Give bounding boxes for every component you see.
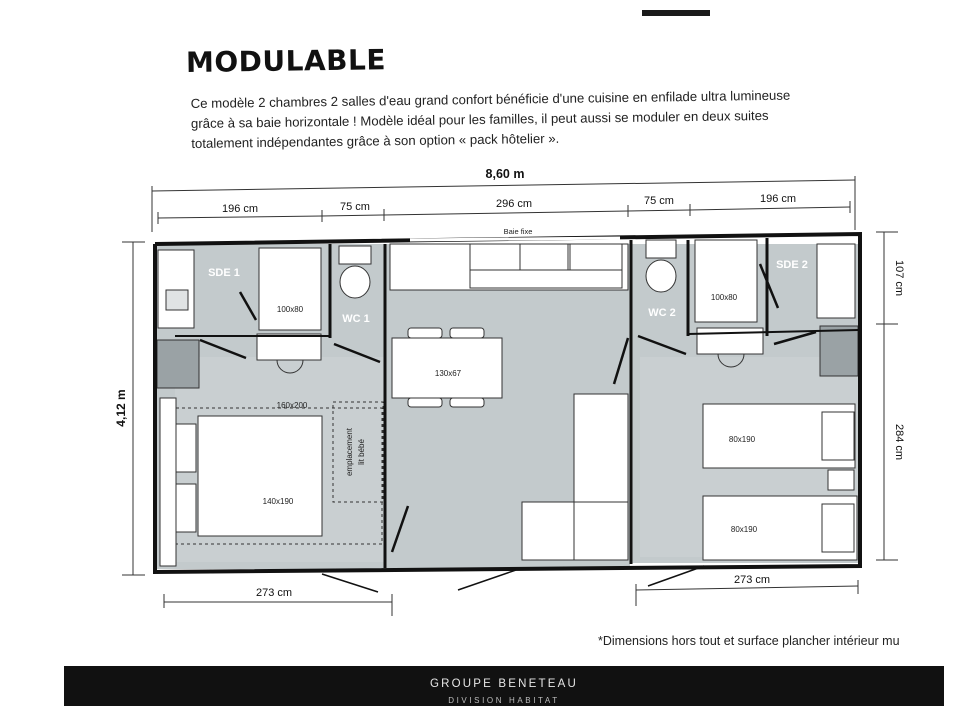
room-label: SDE 1 [208,267,240,279]
dim-label: 284 cm [893,423,905,461]
description-line: grâce à sa baie horizontale ! Modèle idéal pour les familles, il peut aussi se moduler en deux suites [190,107,769,131]
crib-label: lit bébé [357,439,366,465]
furniture-label: 140x190 [262,497,294,506]
dim-label: 196 cm [759,193,797,205]
dim-label: 75 cm [644,195,674,207]
footnote: *Dimensions hors tout et surface plancher intérieur mu [598,634,900,648]
dim-label: 196 cm [221,203,259,215]
furniture-label: 80x190 [730,525,758,534]
dim-label: 273 cm [733,574,771,586]
room-label: SDE 2 [776,259,808,271]
dim-label: 273 cm [255,587,293,599]
furniture-label: 100x80 [710,293,738,302]
dim-label: 296 cm [495,198,533,210]
footer-bar [64,666,944,706]
furniture-label: 130x67 [434,369,462,378]
description-line: totalement indépendantes grâce à son option « pack hôtelier ». [191,130,560,151]
window [410,238,620,240]
page-title: MODULABLE [185,43,387,79]
window-label: Baie fixe [503,227,533,236]
furniture-label: 160x200 [276,401,308,410]
brand-prefix: GROUPE [429,678,499,690]
room-label: WC 1 [342,313,370,325]
brand-division: DIVISION HABITAT [448,696,560,705]
description-line: Ce modèle 2 chambres 2 salles d'eau grand confort bénéficie d'une cuisine en enfilade ultra lumineuse [190,87,791,112]
total-height: 4,12 m [114,389,128,427]
furniture-label: 100x80 [276,305,304,314]
crib-label: emplacement [345,427,354,477]
brand-logo [64,678,944,690]
dim-label: 75 cm [340,201,370,213]
room-label: WC 2 [648,307,676,319]
total-width: 8,60 m [485,167,525,181]
brand-name: BENETEAU [498,678,579,690]
furniture-label: 80x190 [728,435,756,444]
dim-label: 107 cm [893,259,905,297]
